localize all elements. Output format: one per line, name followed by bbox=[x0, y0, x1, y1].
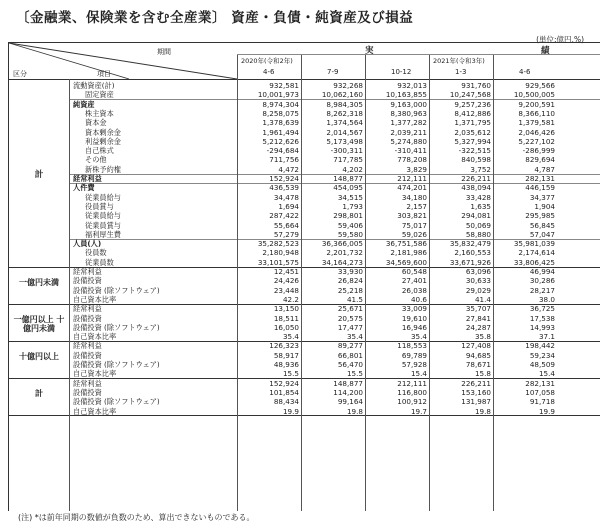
cell-value: 59,406 bbox=[337, 220, 363, 230]
cell-value: 153,160 bbox=[461, 387, 491, 397]
cell-value: 5,212,626 bbox=[262, 136, 299, 146]
cell-value: 1,793 bbox=[342, 201, 363, 211]
cell-value: 13,150 bbox=[273, 304, 299, 314]
category-label: 一億円以上 十億円未満 bbox=[13, 314, 65, 333]
table-row bbox=[9, 202, 600, 211]
cell-value: 46,994 bbox=[529, 267, 555, 276]
quarter-label: 7-9 bbox=[327, 68, 339, 76]
cell-value: 932,268 bbox=[333, 81, 363, 90]
cell-value: 17,538 bbox=[529, 313, 555, 323]
row-label: 人員(人) bbox=[73, 239, 102, 249]
row-label: 設備投資 (除ソフトウェア) bbox=[73, 360, 160, 369]
cell-value: 212,111 bbox=[397, 174, 427, 183]
table-row bbox=[9, 146, 600, 155]
cell-value: 57,047 bbox=[529, 229, 555, 239]
cell-value: 42.2 bbox=[282, 294, 299, 304]
row-label: 固定資産 bbox=[85, 90, 114, 100]
cell-value: 5,227,102 bbox=[518, 136, 555, 146]
cell-value: 5,327,994 bbox=[454, 136, 491, 146]
table-row bbox=[9, 155, 600, 164]
cell-value: 8,366,110 bbox=[518, 108, 555, 118]
cell-value: 23,448 bbox=[273, 285, 299, 295]
cell-value: 1,961,494 bbox=[262, 127, 299, 137]
cell-value: 131,987 bbox=[461, 397, 491, 407]
row-label: 従業員給与 bbox=[85, 211, 121, 221]
cell-value: 5,274,880 bbox=[390, 136, 427, 146]
cell-value: 15.4 bbox=[410, 369, 427, 379]
cell-value: 1,374,564 bbox=[326, 118, 363, 128]
row-label: 設備投資 bbox=[73, 350, 102, 360]
cell-value: 8,380,963 bbox=[390, 108, 427, 118]
cell-value: 15.8 bbox=[474, 369, 491, 379]
cell-value: 3,752 bbox=[470, 164, 491, 174]
table-row bbox=[9, 379, 600, 388]
cell-value: 454,095 bbox=[333, 183, 363, 193]
cell-value: 35.4 bbox=[282, 332, 299, 342]
cell-value: 929,566 bbox=[525, 81, 555, 90]
period-label: 2021年(令和3年) bbox=[433, 57, 485, 65]
cell-value: 41.5 bbox=[346, 294, 363, 304]
cell-value: 287,422 bbox=[269, 211, 299, 221]
table-row bbox=[9, 304, 600, 313]
cell-value: 9,257,236 bbox=[454, 99, 491, 109]
cell-value: -286,999 bbox=[522, 146, 555, 156]
cell-value: 2,039,211 bbox=[390, 127, 427, 137]
cell-value: 41.4 bbox=[474, 294, 491, 304]
cell-value: 26,038 bbox=[401, 285, 427, 295]
cell-value: 27,401 bbox=[401, 276, 427, 286]
cell-value: 27,841 bbox=[465, 313, 491, 323]
cell-value: 294,081 bbox=[461, 211, 491, 221]
cell-value: -294,684 bbox=[266, 146, 299, 156]
cell-value: 57,928 bbox=[401, 360, 427, 369]
cell-value: 2,046,426 bbox=[518, 127, 555, 137]
cell-value: 34,377 bbox=[529, 192, 555, 202]
row-label: 利益剰余金 bbox=[85, 136, 121, 146]
data-table bbox=[8, 42, 600, 511]
row-label: その他 bbox=[85, 155, 107, 165]
cell-value: 4,202 bbox=[342, 164, 363, 174]
cell-value: 8,262,318 bbox=[326, 108, 363, 118]
header-diagonal-lines bbox=[9, 43, 237, 79]
cell-value: 57,279 bbox=[273, 229, 299, 239]
table-row bbox=[9, 193, 600, 202]
column-divider bbox=[365, 55, 366, 511]
row-label: 設備投資 (除ソフトウェア) bbox=[73, 285, 160, 295]
cell-value: 35,282,523 bbox=[257, 239, 299, 249]
row-label: 経常利益 bbox=[73, 174, 102, 183]
cell-value: 19.7 bbox=[410, 406, 427, 416]
cell-value: 35,707 bbox=[465, 304, 491, 314]
row-label: 役員賞与 bbox=[85, 201, 114, 211]
cell-value: 100,912 bbox=[397, 397, 427, 407]
cell-value: 33,930 bbox=[337, 267, 363, 276]
cell-value: 16,050 bbox=[273, 322, 299, 332]
table-row bbox=[9, 174, 600, 183]
cell-value: -310,411 bbox=[394, 146, 427, 156]
table-row bbox=[9, 165, 600, 174]
row-label: 自己資本比率 bbox=[73, 332, 117, 342]
cell-value: 33,009 bbox=[401, 304, 427, 314]
column-divider bbox=[493, 55, 494, 511]
cell-value: 15.5 bbox=[282, 369, 299, 379]
cell-value: 69,789 bbox=[401, 350, 427, 360]
cell-value: 295,985 bbox=[525, 211, 555, 221]
row-label: 設備投資 (除ソフトウェア) bbox=[73, 322, 160, 332]
table-row bbox=[9, 248, 600, 257]
cell-value: 1,635 bbox=[470, 201, 491, 211]
row-label: 従業員数 bbox=[85, 257, 114, 267]
cell-value: 25,671 bbox=[337, 304, 363, 314]
table-row bbox=[9, 118, 600, 127]
table-row bbox=[9, 109, 600, 118]
cell-value: 226,211 bbox=[461, 174, 491, 183]
cell-value: 436,539 bbox=[269, 183, 299, 193]
cell-value: 114,200 bbox=[333, 387, 363, 397]
cell-value: 829,694 bbox=[525, 155, 555, 165]
table-row bbox=[9, 211, 600, 220]
table-row bbox=[9, 323, 600, 332]
cell-value: 282,131 bbox=[525, 174, 555, 183]
cell-value: 19.9 bbox=[538, 406, 555, 416]
cell-value: 18,511 bbox=[273, 313, 299, 323]
cell-value: 34,515 bbox=[337, 192, 363, 202]
cell-value: 56,845 bbox=[529, 220, 555, 230]
cell-value: 1,379,581 bbox=[518, 118, 555, 128]
cell-value: 59,234 bbox=[529, 350, 555, 360]
cell-value: 4,472 bbox=[278, 164, 299, 174]
quarter-label: 4-6 bbox=[263, 68, 275, 76]
table-row bbox=[9, 341, 600, 350]
cell-value: 126,323 bbox=[269, 341, 299, 351]
cell-value: 17,477 bbox=[337, 322, 363, 332]
cell-value: 2,014,567 bbox=[326, 127, 363, 137]
table-row bbox=[9, 239, 600, 248]
cell-value: 118,553 bbox=[397, 341, 427, 351]
table-row bbox=[9, 286, 600, 295]
cell-value: 14,993 bbox=[529, 322, 555, 332]
cell-value: 298,801 bbox=[333, 211, 363, 221]
cell-value: 4,787 bbox=[534, 164, 555, 174]
row-label: 経常利益 bbox=[73, 378, 102, 388]
row-label: 自己資本比率 bbox=[73, 294, 117, 304]
cell-value: 75,017 bbox=[401, 220, 427, 230]
quarter-label: 1-3 bbox=[455, 68, 467, 76]
table-row bbox=[9, 267, 600, 276]
cell-value: 5,173,498 bbox=[326, 136, 363, 146]
table-row bbox=[9, 388, 600, 397]
row-label: 人件費 bbox=[73, 183, 95, 193]
cell-value: 152,924 bbox=[269, 174, 299, 183]
row-label: 資本金 bbox=[85, 118, 107, 128]
cell-value: 15.5 bbox=[346, 369, 363, 379]
cell-value: 35.8 bbox=[474, 332, 491, 342]
header-kimatsu: 期間 bbox=[157, 48, 171, 56]
cell-value: 148,877 bbox=[333, 378, 363, 388]
cell-value: 717,785 bbox=[333, 155, 363, 165]
cell-value: 711,756 bbox=[269, 155, 299, 165]
row-label: 福利厚生費 bbox=[85, 229, 121, 239]
cell-value: 25,218 bbox=[337, 285, 363, 295]
cell-value: 19.8 bbox=[346, 406, 363, 416]
cell-value: 94,685 bbox=[465, 350, 491, 360]
cell-value: 282,131 bbox=[525, 378, 555, 388]
cell-value: 226,211 bbox=[461, 378, 491, 388]
cell-value: 35.4 bbox=[346, 332, 363, 342]
cell-value: 16,946 bbox=[401, 322, 427, 332]
cell-value: 12,451 bbox=[273, 267, 299, 276]
header-jitsu: 実 bbox=[365, 46, 374, 56]
column-divider bbox=[429, 55, 430, 511]
cell-value: 8,974,304 bbox=[262, 99, 299, 109]
cell-value: 116,800 bbox=[397, 387, 427, 397]
row-label: 経常利益 bbox=[73, 304, 102, 314]
cell-value: 152,924 bbox=[269, 378, 299, 388]
cell-value: 101,854 bbox=[269, 387, 299, 397]
cell-value: 89,277 bbox=[337, 341, 363, 351]
cell-value: 60,548 bbox=[401, 267, 427, 276]
row-label: 経常利益 bbox=[73, 341, 102, 351]
cell-value: 30,286 bbox=[529, 276, 555, 286]
cell-value: -322,515 bbox=[458, 146, 491, 156]
table-row bbox=[9, 221, 600, 230]
table-row bbox=[9, 183, 600, 192]
row-label: 株主資本 bbox=[85, 108, 114, 118]
unit-label: (単位:億円,%) bbox=[536, 35, 584, 44]
cell-value: 37.1 bbox=[538, 332, 555, 342]
cell-value: 931,760 bbox=[461, 81, 491, 90]
cell-value: 66,801 bbox=[337, 350, 363, 360]
row-label: 自己資本比率 bbox=[73, 369, 117, 379]
cell-value: 2,174,614 bbox=[518, 248, 555, 258]
header-subrule bbox=[237, 54, 600, 55]
cell-value: 840,598 bbox=[461, 155, 491, 165]
row-label: 設備投資 bbox=[73, 313, 102, 323]
cell-value: 15.4 bbox=[538, 369, 555, 379]
cell-value: 88,434 bbox=[273, 397, 299, 407]
cell-value: 19.8 bbox=[474, 406, 491, 416]
cell-value: 26,824 bbox=[337, 276, 363, 286]
cell-value: 778,208 bbox=[397, 155, 427, 165]
cell-value: 9,163,000 bbox=[390, 99, 427, 109]
page-title: 〔金融業、保険業を含む全産業〕 資産・負債・純資産及び損益 bbox=[16, 10, 414, 26]
cell-value: 56,470 bbox=[337, 360, 363, 369]
cell-value: 48,936 bbox=[273, 360, 299, 369]
cell-value: 2,181,986 bbox=[390, 248, 427, 258]
table-row bbox=[9, 276, 600, 285]
cell-value: 303,821 bbox=[397, 211, 427, 221]
cell-value: 1,904 bbox=[534, 201, 555, 211]
cell-value: 19,610 bbox=[401, 313, 427, 323]
cell-value: 24,426 bbox=[273, 276, 299, 286]
cell-value: 10,062,160 bbox=[321, 90, 363, 100]
cell-value: 19.9 bbox=[282, 406, 299, 416]
column-divider bbox=[301, 55, 302, 511]
row-label: 役員数 bbox=[85, 248, 107, 258]
cell-value: 35,832,479 bbox=[449, 239, 491, 249]
row-label: 設備投資 bbox=[73, 276, 102, 286]
cell-value: 8,984,305 bbox=[326, 99, 363, 109]
table-row bbox=[9, 128, 600, 137]
cell-value: 33,101,575 bbox=[257, 257, 299, 267]
cell-value: 9,200,591 bbox=[518, 99, 555, 109]
category-label: 計 bbox=[35, 389, 43, 399]
cell-value: 78,671 bbox=[465, 360, 491, 369]
table-row bbox=[9, 360, 600, 369]
column-divider bbox=[69, 79, 70, 511]
cell-value: 29,029 bbox=[465, 285, 491, 295]
cell-value: -300,311 bbox=[330, 146, 363, 156]
table-row bbox=[9, 137, 600, 146]
cell-value: 932,581 bbox=[269, 81, 299, 90]
cell-value: 474,201 bbox=[397, 183, 427, 193]
cell-value: 1,694 bbox=[278, 201, 299, 211]
cell-value: 2,157 bbox=[406, 201, 427, 211]
cell-value: 58,917 bbox=[273, 350, 299, 360]
cell-value: 34,180 bbox=[401, 192, 427, 202]
cell-value: 8,412,886 bbox=[454, 108, 491, 118]
row-label: 設備投資 bbox=[73, 387, 102, 397]
cell-value: 1,378,639 bbox=[262, 118, 299, 128]
column-divider bbox=[237, 55, 238, 511]
cell-value: 36,725 bbox=[529, 304, 555, 314]
cell-value: 59,580 bbox=[337, 229, 363, 239]
cell-value: 34,164,273 bbox=[321, 257, 363, 267]
cell-value: 58,880 bbox=[465, 229, 491, 239]
cell-value: 36,366,005 bbox=[321, 239, 363, 249]
footnote: (注) *は前年同期の数値が負数のため、算出できないものである。 bbox=[18, 513, 255, 522]
row-separator bbox=[9, 415, 600, 416]
header-kubun: 区分 bbox=[13, 70, 27, 78]
cell-value: 33,806,425 bbox=[513, 257, 555, 267]
cell-value: 35.4 bbox=[410, 332, 427, 342]
cell-value: 48,509 bbox=[529, 360, 555, 369]
row-label: 従業員賞与 bbox=[85, 220, 121, 230]
cell-value: 2,035,612 bbox=[454, 127, 491, 137]
cell-value: 198,442 bbox=[525, 341, 555, 351]
cell-value: 10,247,568 bbox=[449, 90, 491, 100]
cell-value: 35,981,039 bbox=[513, 239, 555, 249]
row-label: 自己資本比率 bbox=[73, 406, 117, 416]
cell-value: 8,258,075 bbox=[262, 108, 299, 118]
header-koumoku: 項目 bbox=[97, 70, 111, 78]
cell-value: 30,633 bbox=[465, 276, 491, 286]
cell-value: 107,058 bbox=[525, 387, 555, 397]
cell-value: 10,163,855 bbox=[385, 90, 427, 100]
cell-value: 2,160,553 bbox=[454, 248, 491, 258]
table-row bbox=[9, 397, 600, 406]
cell-value: 438,094 bbox=[461, 183, 491, 193]
cell-value: 28,217 bbox=[529, 285, 555, 295]
cell-value: 99,164 bbox=[337, 397, 363, 407]
row-label: 新株予約権 bbox=[85, 164, 121, 174]
row-label: 流動資産(計) bbox=[73, 81, 115, 90]
period-label: 2020年(令和2年) bbox=[241, 57, 293, 65]
cell-value: 38.0 bbox=[538, 294, 555, 304]
cell-value: 148,877 bbox=[333, 174, 363, 183]
table-row bbox=[9, 90, 600, 99]
quarter-label: 10-12 bbox=[391, 68, 412, 76]
row-label: 資本剰余金 bbox=[85, 127, 121, 137]
cell-value: 127,408 bbox=[461, 341, 491, 351]
category-label: 十億円以上 bbox=[19, 352, 59, 361]
table-row bbox=[9, 351, 600, 360]
cell-value: 20,575 bbox=[337, 313, 363, 323]
cell-value: 24,287 bbox=[465, 322, 491, 332]
cell-value: 932,013 bbox=[397, 81, 427, 90]
category-label: 計 bbox=[34, 170, 44, 180]
table-row bbox=[9, 100, 600, 109]
cell-value: 1,377,282 bbox=[390, 118, 427, 128]
table-row bbox=[9, 81, 600, 90]
header-seki: 績 bbox=[541, 46, 550, 56]
cell-value: 33,428 bbox=[465, 192, 491, 202]
row-label: 設備投資 (除ソフトウェア) bbox=[73, 397, 160, 407]
cell-value: 59,026 bbox=[401, 229, 427, 239]
table-row bbox=[9, 230, 600, 239]
cell-value: 34,478 bbox=[273, 192, 299, 202]
row-label: 自己株式 bbox=[85, 146, 114, 156]
row-label: 経常利益 bbox=[73, 267, 102, 276]
cell-value: 91,718 bbox=[529, 397, 555, 407]
cell-value: 50,069 bbox=[465, 220, 491, 230]
table-header bbox=[9, 43, 600, 80]
cell-value: 55,664 bbox=[273, 220, 299, 230]
cell-value: 36,751,586 bbox=[385, 239, 427, 249]
cell-value: 2,180,948 bbox=[262, 248, 299, 258]
cell-value: 3,829 bbox=[406, 164, 427, 174]
table-row bbox=[9, 314, 600, 323]
cell-value: 10,001,973 bbox=[257, 90, 299, 100]
cell-value: 33,671,926 bbox=[449, 257, 491, 267]
quarter-label: 4-6 bbox=[519, 68, 531, 76]
row-label: 従業員給与 bbox=[85, 192, 121, 202]
row-label: 純資産 bbox=[73, 99, 95, 109]
cell-value: 34,569,600 bbox=[385, 257, 427, 267]
cell-value: 446,159 bbox=[525, 183, 555, 193]
cell-value: 10,500,005 bbox=[513, 90, 555, 100]
cell-value: 2,201,732 bbox=[326, 248, 363, 258]
cell-value: 40.6 bbox=[410, 294, 427, 304]
category-label: 一億円未満 bbox=[19, 277, 59, 287]
cell-value: 212,111 bbox=[397, 378, 427, 388]
cell-value: 1,371,795 bbox=[454, 118, 491, 128]
cell-value: 63,096 bbox=[465, 267, 491, 276]
